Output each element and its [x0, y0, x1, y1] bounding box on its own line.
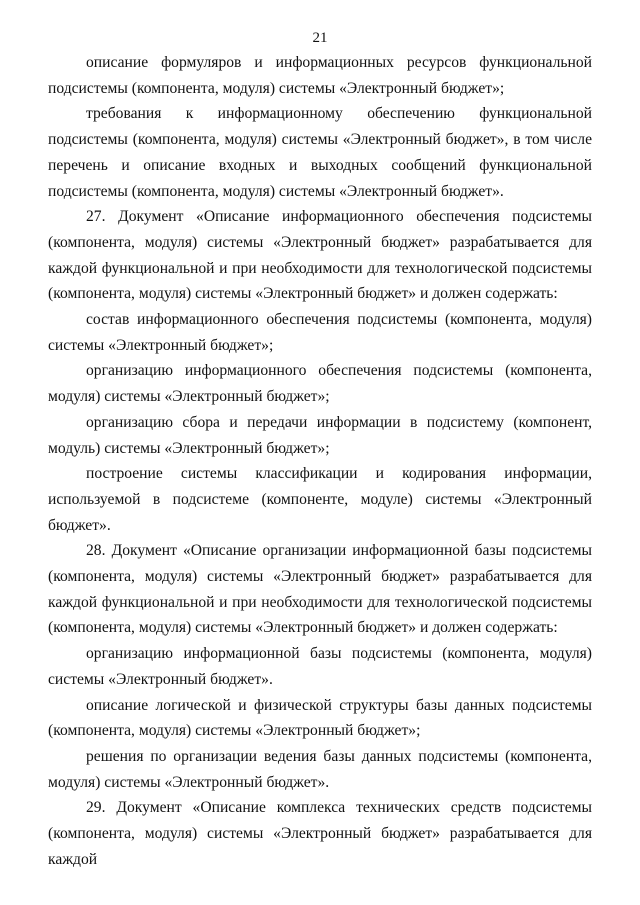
paragraph: 28. Документ «Описание организации информационной базы подсистемы (компонента, модуля) системы «Электронный бюджет» разрабатывается для каждой функциональной и при необходимости для технологической подсистемы (компонента, модуля) системы «Электронный бюджет» и должен содержать: — [48, 542, 592, 637]
paragraph: организацию информационного обеспечения подсистемы (компонента, модуля) системы «Электронный бюджет»; — [48, 362, 592, 406]
paragraph: построение системы классификации и кодирования информации, используемой в подсистеме (компоненте, модуле) системы «Электронный бюджет». — [48, 465, 592, 534]
paragraph: 27. Документ «Описание информационного обеспечения подсистемы (компонента, модуля) системы «Электронный бюджет» разрабатывается для каждой функциональной и при необходимости для технологической подсистемы (компонента, модуля) системы «Электронный бюджет» и должен содержать: — [48, 208, 592, 303]
paragraph: организацию информационной базы подсистемы (компонента, модуля) системы «Электронный бюджет». — [48, 645, 592, 688]
paragraph: 29. Документ «Описание комплекса технических средств подсистемы (компонента, модуля) системы «Электронный бюджет» разрабатывается для каждой — [48, 799, 592, 868]
paragraph: описание логической и физической структуры базы данных подсистемы (компонента, модуля) системы «Электронный бюджет»; — [48, 696, 592, 740]
paragraph: состав информационного обеспечения подсистемы (компонента, модуля) системы «Электронный бюджет»; — [48, 311, 592, 354]
page-number: 21 — [312, 30, 328, 46]
paragraph: требования к информационному обеспечению функциональной подсистемы (компонента, модуля) системы «Электронный бюджет», в том числе перечень и описание входных и выходных сообщений функциональной подсистемы (компонента, модуля) системы «Электронный бюджет». — [48, 105, 592, 200]
paragraph: решения по организации ведения базы данных подсистемы (компонента, модуля) системы «Электронный бюджет». — [48, 747, 592, 791]
document-body — [48, 50, 592, 873]
paragraph: организацию сбора и передачи информации в подсистему (компонент, модуль) системы «Электронный бюджет»; — [48, 413, 592, 457]
paragraph: описание формуляров и информационных ресурсов функциональной подсистемы (компонента, модуля) системы «Электронный бюджет»; — [48, 54, 592, 97]
